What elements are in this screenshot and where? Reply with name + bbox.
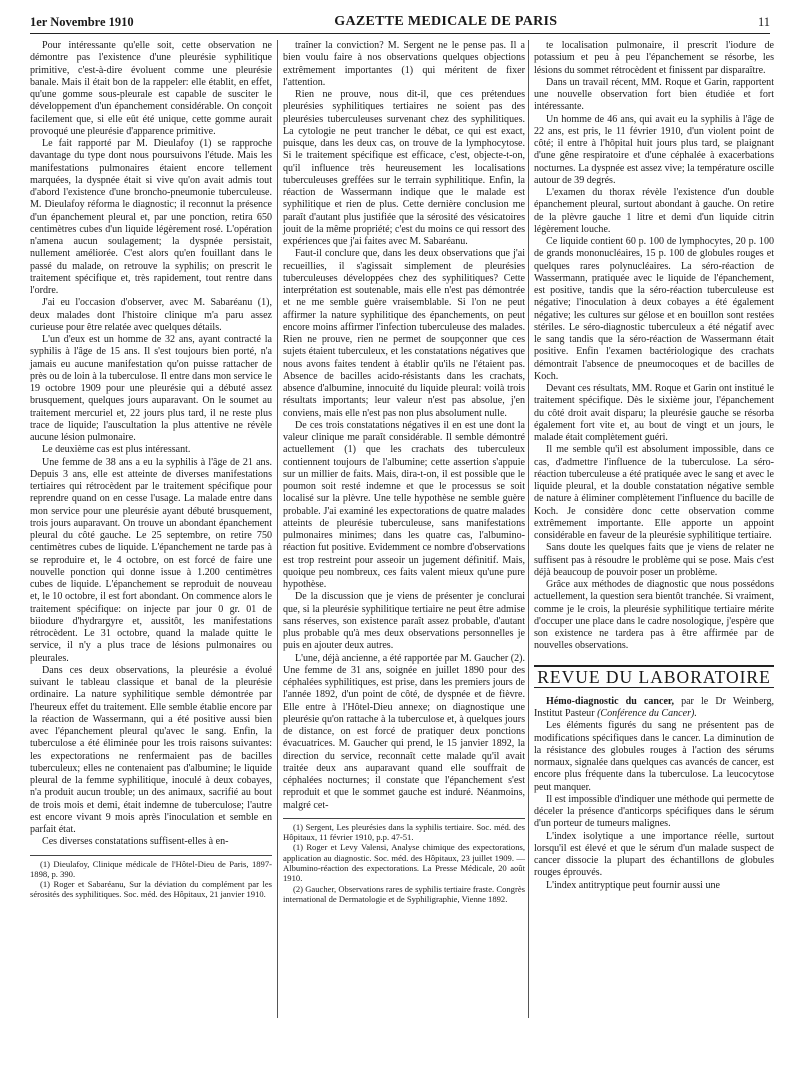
paragraph: traîner la conviction? M. Sergent ne le pense pas. Il a bien voulu faire à nos observations quelques objections extrêmement importantes (1) qui méritent de fixer l'attention. — [283, 40, 525, 88]
footnote: (1) Sergent, Les pleurésies dans la syphilis tertiaire. Soc. méd. des Hôpitaux, 11 février 1910, p.p. 47-51. — [283, 821, 525, 843]
paragraph: Devant ces résultats, MM. Roque et Garin ont institué le traitement spécifique. Dès le sixième jour, l'épanchement du côté droit avait disparu; la pleurésie gauche se résorba également fort vite et, au bout de vingt et un jours, le malade était complètement guéri. — [534, 383, 774, 443]
paragraph: Faut-il conclure que, dans les deux observations que j'ai recueillies, il s'agissait simplement de pleurésies tuberculeuses développées chez des syphilitiques? Cette interprétation est soutenable, mais elle n'est pas démontrée et ne me semble guère vraisemblable. Si l'on ne peut affirmer la nature syphilitique des épanchements, on peut encore moins affirmer l'infection tuberculeuse des malades. Rien ne prouve, rien ne permet de soupçonner que ces sujets étaient tuberculeux, et les constatations négatives que nous avons faites tendent à établir qu'ils ne l'étaient pas. Absence de bacilles acido-résistants dans les crachats, absence d'albumine, innocuité du liquide pleural: voilà trois résultats importants; leur valeur n'est pas absolue, j'en conviens, mais elle n'est pas non plus absolument nulle. — [283, 248, 525, 419]
lab-article-heading — [534, 696, 774, 721]
page-header — [30, 8, 770, 34]
paragraph: Ces diverses constatations suffisent-elles à en- — [42, 836, 229, 848]
paragraph: Dans ces deux observations, la pleurésie a évolué suivant le tableau classique et banal de la pleurésie ordinaire. La nature syphilitique semble démontrée par l'heureux effet du traitement. Elle semble établie encore par la réaction de Wassermann, qui a été positive aussi bien avec l'épanchement pleural qu'avec le sang. Enfin, la tuberculose a été éliminée pour les trois raisons suivantes: les expectorations ne renfermaient pas de bacilles tuberculeux; elles ne contenaient pas d'albumine; le liquide pleural de la femme syphilitique, inoculé à deux cobayes, n'a produit aucun trouble; un des animaux, sacrifié au bout de trois mois et demi, était indemne de tuberculose; l'autre est encore vivant 9 mois après l'inoculation et semble en parfait état. — [30, 664, 272, 835]
paragraph: Grâce aux méthodes de diagnostic que nous possédons actuellement, la question sera bientôt tranchée. Si vraiment, comme je le crois, la pleurésie syphilitique tertiaire mérite d'occuper une place dans le cadre nosologique, j'espère que son existence ne tardera pas à être affirmée par de nouvelles observations. — [534, 579, 774, 652]
paragraph: Le fait rapporté par M. Dieulafoy (1) se rapproche davantage du type dont nous poursuivons l'étude. Mais les manifestations pulmonaires étaient encore tellement marquées, la dyspnée était si vive qu'on avait admis tout d'abord l'existence d'une broncho-pneumonie tuberculeuse. M. Dieulafoy réforma le diagnostic; il reconnut la présence d'un épanchement pleural et, par une ponction, retira 650 centimètres cubes d'un liquide légèrement rosé. L'opération n'amena aucun soulagement; la dyspnée persistait, nullement améliorée. C'est alors qu'en fouillant dans le passé du malade, on retrouve la syphilis; on prescrit le traitement spécifique et, très rapidement, tout rentre dans l'ordre. — [30, 138, 272, 296]
footnote: (1) Roger et Sabaréanu, Sur la déviation du complément par les sérosités des syphilitiques. Soc. méd. des Hôpitaux, 21 janvier 1910. — [30, 879, 272, 900]
lab-article-author: par le Dr Weinberg, — [673, 695, 774, 707]
paragraph: J'ai eu l'occasion d'observer, avec M. Sabaréanu (1), deux malades dont l'histoire clinique m'a paru assez curieuse pour être relatée avec quelques détails. — [30, 297, 272, 333]
footnotes — [283, 818, 525, 904]
column-3 — [534, 40, 774, 892]
paragraph: L'index antitryptique peut fournir aussi une — [546, 879, 720, 891]
paragraph: L'une, déjà ancienne, a été rapportée par M. Gaucher (2). Une femme de 31 ans, soignée en juillet 1890 pour des céphalées syphilitiques, est prise, dans les premiers jours de l'année 1892, d'un point de côté, de dyspnée et de fièvre. Elle entre à l'Hôtel-Dieu annexe; on diagnostique une pleurésie qu'on rattache à la tuberculose et, à quelques jours de distance, on est forcé de pratiquer deux ponctions évacuatrices. M. Gaucher qui prend, le 15 janvier 1892, la direction du service, reconnaît cette malade qu'il avait traitée deux ans auparavant quand elle souffrait de céphalées nocturnes; il constate que l'épanchement s'est reproduit et que le sommet gauche est induré. Néanmoins, malgré cet- — [283, 652, 525, 811]
page-number: 11 — [757, 15, 770, 29]
paragraph: Il est impossible d'indiquer une méthode qui permette de déceler la présence d'anticorps spécifiques dans le sérum d'un porteur de tumeurs malignes. — [534, 793, 774, 830]
paragraph: Pour intéressante qu'elle soit, cette observation ne démontre pas l'existence d'une pleurésie syphilitique primitive, c'est-à-dire évoluent comme une pleurésie banale. Mais il était bon de la rappeler: elle établit, en effet, qu'une gomme sous-pleurale est capable de susciter le développement d'un épanchement considérable. On conçoit facilement que, si elle eût été unique, cette gomme aurait provoqué une pleurésie d'apparence primitive. — [30, 40, 272, 137]
footnote: (2) Gaucher, Observations rares de syphilis tertiaire fraste. Congrès international de Dermatologie et de Syphiligraphie, Vienne 1892. — [283, 883, 525, 904]
paragraph: L'examen du thorax révèle l'existence d'un double épanchement pleural, surtout abondant à gauche. On retire de la plèvre gauche 1 litre et demi d'un liquide citrin légèrement louche. — [534, 187, 774, 235]
paragraph: De ces trois constatations négatives il en est une dont la valeur clinique me paraît considérable. Il semble démontré actuellement (1) que les crachats des tuberculeux contiennent toujours de l'albumine; cette assertion s'appuie sur un millier de faits. Mais, dira-t-on, il est possible que le poumon soit resté indemne et que le processus se soit localisé sur la plèvre. Une telle hypothèse ne semble guère probable. J'ai examiné les expectorations de quatre malades atteints de pleurésie tuberculeuse, sans manifestations pulmonaires minimes; dans les quatre cas, l'albumino-réaction fut positive. Evidemment ce nombre d'observations est trop restreint pour asseoir un jugement définitif. Mais, quoique peu nombreux, ces faits valent mieux qu'une pure hypothèse. — [283, 419, 525, 590]
column-divider — [277, 40, 278, 1018]
footnote: (1) Dieulafoy, Clinique médicale de l'Hôtel-Dieu de Paris, 1897-1898, p. 390. — [30, 858, 272, 879]
section-title: REVUE DU LABORATOIRE — [534, 665, 774, 688]
column-divider — [528, 40, 529, 1018]
paragraph: Ce liquide contient 60 p. 100 de lymphocytes, 20 p. 100 de grands mononucléaires, 15 p. 100 de globules rouges et quelques rares polynucléaires. La séro-réaction de Wassermann, pratiquée avec le liquide de l'épanchement, est positive, tandis que la séro-réaction tuberculeuse est négative; l'inoculation à deux cobayes a été également négative; les cultures sur gélose et en bouillon sont restées stériles. Le séro-diagnostic tuberculeux a été négatif avec le sang tandis que la séro-réaction de Wassermann était positive. Enfin l'examen bactériologique des crachats démontrait l'absence de pneumocoques et de bacilles de Koch. — [534, 236, 774, 382]
lab-article-institute: Institut Pasteur — [534, 708, 595, 719]
column-1 — [30, 40, 272, 900]
paragraph: L'index isolytique a une importance réelle, surtout lorsqu'il est élevé et que le sérum d'un malade suspect de cancer dissocie la plupart des échantillons de globules rouges éprouvés. — [534, 830, 774, 879]
paragraph: Sans doute les quelques faits que je viens de relater ne suffisent pas à résoudre le problème qui se pose. Mais c'est déjà beaucoup de pouvoir poser un problème. — [534, 542, 774, 578]
journal-title: GAZETTE MEDICALE DE PARIS — [334, 14, 558, 29]
paragraph: Une femme de 38 ans a eu la syphilis à l'âge de 21 ans. Depuis 3 ans, elle est atteinte de diverses manifestations tertiaires qui rétrocèdent par le traitement spécifique pour reprendre quand on en cesse l'usage. La malade entre dans mon service pour une pleurésie ayant débuté brusquement, trois jours auparavant. On trouve un abondant épanchement pleural du côté gauche. Le 25 septembre, on retire 750 centimètres cubes de liquide. L'épanchement ne tarde pas à se reproduire et, le 4 octobre, on est forcé de faire une nouvelle ponction qui donne issue à 1.200 centimètres cubes de liquide. L'épanchement se reproduit de nouveau et, le 10 octobre, il est fort abondant. On commence alors le traitement spécifique: on injecte par jour 0 gr. 01 de biiodure d'hydrargyre et, aussitôt, les manifestations rétrocèdent. Le 31 octobre, quand la malade quitte le service, il n'y a plus trace de lésions pulmonaires ou pleurales. — [30, 456, 272, 664]
footnote: (1) Roger et Levy Valensi, Analyse chimique des expectorations, application au diagnostic. Soc. méd. des Hôpitaux, 23 juillet 1909. — Albumino-réaction des expectorations. La Presse Médicale, 20 août 1910. — [283, 842, 525, 884]
paragraph: Dans un travail récent, MM. Roque et Garin, rapportent une nouvelle observation fort bien étudiée et fort intéressante. — [534, 76, 774, 113]
paragraph: De la discussion que je viens de présenter je conclurai que, si la pleurésie syphilitique tertiaire ne peut être admise sans réserves, son existence paraît assez probable, d'autant plus probable qu'à mes deux observations personnelles je puis en ajouter deux autres. — [283, 591, 525, 652]
paragraph: te localisation pulmonaire, il prescrit l'iodure de potassium et peu à peu l'épanchement se résorbe, les lésions du sommet rétrocèdent et finissent par disparaître. — [534, 40, 774, 76]
paragraph: Il me semble qu'il est absolument impossible, dans ce cas, d'admettre l'influence de la tuberculose. La séro-réaction tuberculeuse a été pratiquée avec le sang et avec le liquide pleural, et la double constatation négative semble de nature à éliminer complètement l'influence du bacille de Koch. Je considère donc cette observation comme extrêmement importante. Elle apporte un appoint considérable en faveur de la pleurésie syphilitique tertiaire. — [534, 444, 774, 541]
paragraph: Les éléments figurés du sang ne présentent pas de modifications spécifiques dans le cancer. La diminution de la résistance des globules rouges à l'action des sérums normaux, signalée dans quelques cas avancés de cancer, est encore plus fréquente dans la tuberculose. La leucocytose peut manquer. — [534, 720, 774, 793]
paragraph: Rien ne prouve, nous dit-il, que ces prétendues pleurésies syphilitiques tertiaires ne soient pas des pleurésies tuberculeuses survenant chez des syphilitiques. La cytologie ne peut trancher le débat, ce qui est exact, puisque, dans les deux cas, on trouve de la lymphocytose. Si le traitement spécifique est efficace, c'est, objecte-t-on, qu'il influence très heureusement les localisations tuberculeuses greffées sur le terrain syphilitique. Enfin, la réaction de Wassermann indique que le malade est syphilitique et rien de plus. Cette dernière conclusion me paraît d'autant plus justifiée que la sérosité des vésicatoires jouit de la même propriété; c'est du moins ce qui ressort des expériences que j'ai faites avec M. Sabaréanu. — [283, 89, 525, 247]
column-2 — [283, 40, 525, 904]
lab-article-conference: (Conférence du Cancer). — [597, 708, 697, 719]
issue-date: 1er Novembre 1910 — [30, 15, 134, 29]
paragraph: L'un d'eux est un homme de 32 ans, ayant contracté la syphilis à l'âge de 15 ans. Il s'est toujours bien porté, n'a jamais eu aucune manifestation qu'on puisse rattacher de près ou de loin à la tuberculose. Il entre dans mon service le 19 octobre 1909 pour une pleurésie qui a débuté assez brusquement, quelques jours auparavant. On le soumet au traitement mercuriel et, 22 jours plus tard, il ne reste plus trace de liquide; l'auscultation la plus attentive ne révèle aucune lésion pulmonaire. — [30, 334, 272, 443]
paragraph: Le deuxième cas est plus intéressant. — [42, 444, 191, 456]
paragraph: Un homme de 46 ans, qui avait eu la syphilis à l'âge de 22 ans, est pris, le 11 février 1910, d'un violent point de côté; il entre à l'hôpital huit jours plus tard, se plaignant d'une gêne respiratoire et d'une céphalée à exacerbations nocturnes. La dyspnée est assez vive; la température oscille autour de 39 degrés. — [534, 113, 774, 186]
lab-article-title: Hémo-diagnostic du cancer, — [546, 695, 674, 707]
footnotes — [30, 855, 272, 900]
